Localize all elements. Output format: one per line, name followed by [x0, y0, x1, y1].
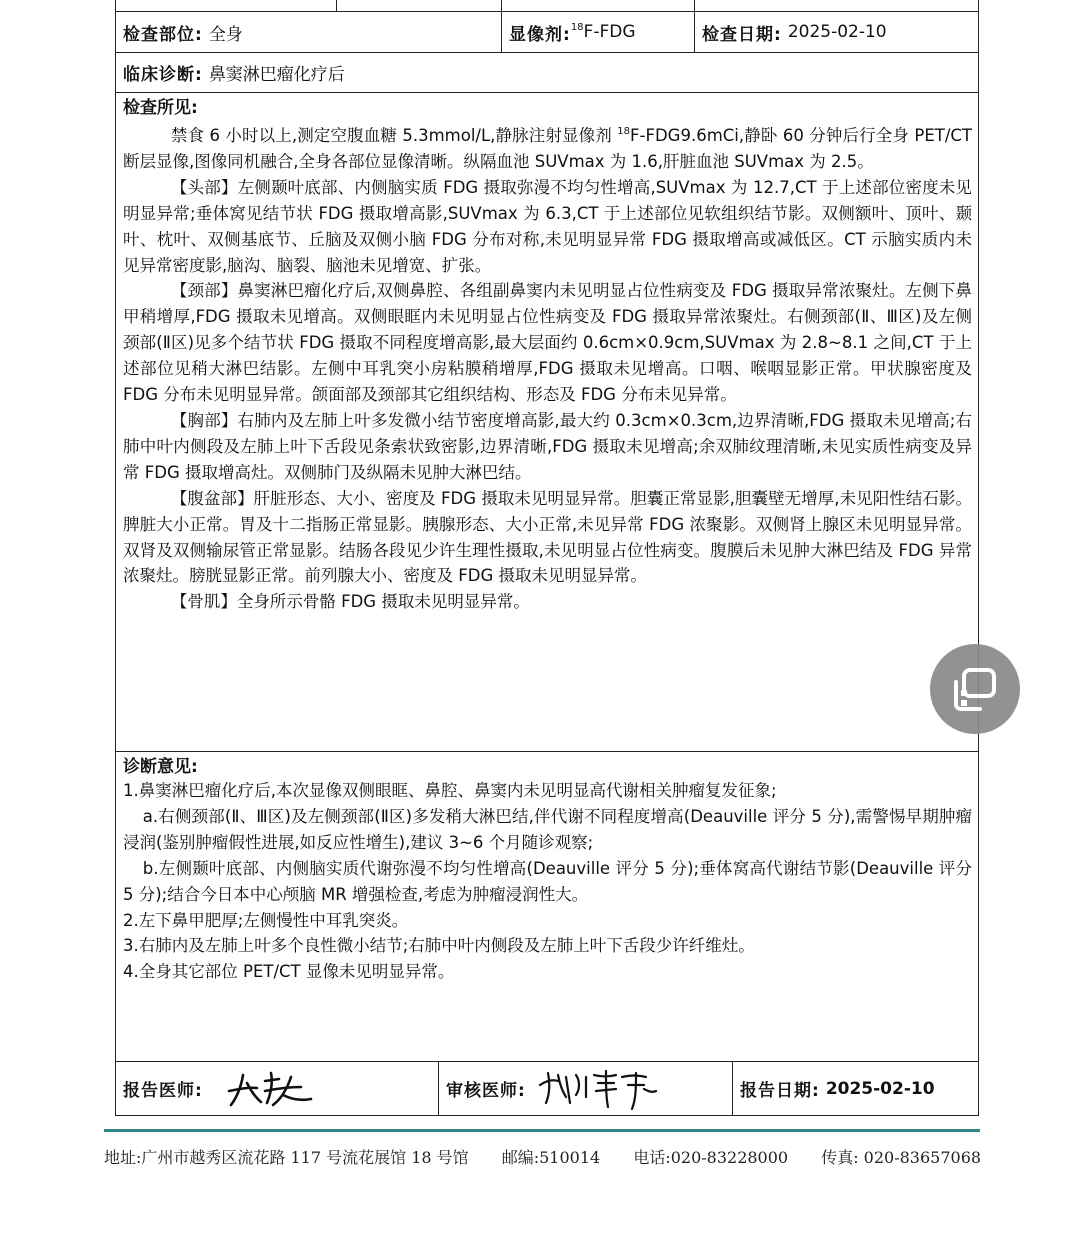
signature-row: [116, 1062, 978, 1116]
exam-date-label: 检查日期:: [702, 24, 782, 45]
footer-phone: 电话:020-83228000: [633, 1148, 789, 1167]
findings-musculoskeletal: 【骨肌】全身所示骨骼 FDG 摄取未见明显异常。: [170, 592, 530, 612]
footer-divider: [104, 1129, 980, 1132]
header-row-partial: [116, 0, 978, 12]
findings-neck: 【颈部】鼻窦淋巴瘤化疗后,双侧鼻腔、各组副鼻窦内未见明显占位性病变及 FDG 摄取异常浓聚灶。左侧下鼻甲稍增厚,FDG 摄取未见增高。双侧眼眶内未见明显占位性病变及 FDG 摄取异常浓聚灶。右侧颈部(Ⅱ、Ⅲ区)及左侧颈部(Ⅱ区)见多个结节状 FDG 摄取不同程度增高影,最大层面约 0.6cm×0.9cm,SUVmax 为 2.8~8.1 之间,CT 于上述部位见稍大淋巴结影。左侧中耳乳突小房粘膜稍增厚,FDG 摄取未见增高。口咽、喉咽显影正常。甲状腺密度及 FDG 分布未见明显异常。颌面部及颈部其它组织结构、形态及 FDG 分布未见异常。: [123, 281, 972, 405]
diagnosis-item-1a: a.右侧颈部(Ⅱ、Ⅲ区)及左侧颈部(Ⅱ区)多发稍大淋巴结,伴代谢不同程度增高(Deauville 评分 5 分),需警惕早期肿瘤浸润(鉴别肿瘤假性进展,如反应性增生),建议 3~6 个月随诊观察;: [123, 806, 972, 852]
reviewer-signature: [536, 1067, 666, 1111]
diagnosis-section: [116, 752, 978, 1062]
tracer-name: F-FDG: [583, 22, 636, 42]
tracer-cell: [501, 12, 694, 52]
diagnosis-item-2: 2.左下鼻甲肥厚;左侧慢性中耳乳突炎。: [123, 910, 409, 930]
clinical-diagnosis-value: 鼻窦淋巴瘤化疗后: [208, 65, 345, 85]
exam-date-value: 2025-02-10: [787, 22, 887, 42]
findings-chest: 【胸部】右肺内及左肺上叶多发微小结节密度增高影,最大约 0.3cm×0.3cm,边界清晰,FDG 摄取未见增高;右肺中叶内侧段及左肺上叶下舌段见条索状致密影,边界清晰,FDG 摄取未见增高;余双肺纹理清晰,未见实质性病变及异常 FDG 摄取增高灶。双侧肺门及纵隔未见肿大淋巴结。: [123, 410, 972, 482]
report-date-value: 2025-02-10: [825, 1078, 935, 1099]
divider: [694, 0, 696, 11]
findings-section: [116, 93, 978, 752]
footer: [104, 1145, 981, 1168]
diagnosis-item-1b: b.左侧颞叶底部、内侧脑实质代谢弥漫不均匀性增高(Deauville 评分 5 分);垂体窝高代谢结节影(Deauville 评分 5 分);结合今日本中心颅脑 MR 增强检查,考虑为肿瘤浸润性大。: [123, 858, 972, 904]
divider: [501, 0, 503, 11]
tracer-isotope-superscript: 18: [570, 22, 584, 33]
tracer-label: 显像剂:: [509, 24, 571, 45]
diagnosis-item-4: 4.全身其它部位 PET/CT 显像未见明显异常。: [123, 962, 455, 982]
exam-site-cell: [116, 12, 501, 52]
findings-abdomen-pelvis: 【腹盆部】肝脏形态、大小、密度及 FDG 摄取未见明显异常。胆囊正常显影,胆囊壁无增厚,未见阳性结石影。脾脏大小正常。胃及十二指肠正常显影。胰腺形态、大小正常,未见异常 FDG 浓聚影。双侧肾上腺区未见明显异常。双肾及双侧输尿管正常显影。结肠各段见少许生理性摄取,未见明显占位性病变。腹膜后未见肿大淋巴结及 FDG 异常浓聚灶。膀胱显影正常。前列腺大小、密度及 FDG 摄取未见明显异常。: [123, 488, 972, 586]
copy-text-button[interactable]: [930, 644, 1020, 734]
clinical-diagnosis-cell: [116, 53, 978, 92]
diagnosis-title: 诊断意见:: [123, 757, 198, 777]
findings-intro: 禁食 6 小时以上,测定空腹血糖 5.3mmol/L,静脉注射显像剂 $^{18}$F-FDG9.6mCi,静卧 60 分钟后行全身 PET/CT 断层显像,图像同机融合,全身各部位显像清晰。纵隔血池 SUVmax 为 1.6,肝脏血池 SUVmax 为 2.5。: [123, 126, 972, 171]
report-date-cell: [732, 1062, 978, 1115]
diagnosis-item-3: 3.右肺内及左肺上叶多个良性微小结节;右肺中叶内侧段及左肺上叶下舌段少许纤维灶。: [123, 936, 755, 956]
footer-fax: 传真: 020-83657068: [821, 1148, 982, 1167]
exam-site-label: 检查部位:: [123, 24, 203, 45]
tracer-value: [571, 22, 636, 42]
findings-title: 检查所见:: [123, 98, 198, 118]
divider: [336, 0, 338, 11]
report-sheet: [115, 0, 979, 1116]
clinical-diagnosis-label: 临床诊断:: [123, 65, 203, 85]
clinical-diagnosis-row: [116, 53, 978, 93]
diagnosis-item-1: 1.鼻窦淋巴瘤化疗后,本次显像双侧眼眶、鼻腔、鼻窦内未见明显高代谢相关肿瘤复发征象;: [123, 781, 777, 800]
exam-date-cell: [694, 12, 978, 52]
reviewer-label: 审核医师:: [446, 1081, 526, 1101]
footer-address: 地址:广州市越秀区流花路 117 号流花展馆 18 号馆: [104, 1148, 469, 1167]
findings-head: 【头部】左侧颞叶底部、内侧脑实质 FDG 摄取弥漫不均匀性增高,SUVmax 为 12.7,CT 于上述部位密度未见明显异常;垂体窝见结节状 FDG 摄取增高影,SUVmax 为 6.3,CT 于上述部位见软组织结节影。双侧额叶、顶叶、颞叶、枕叶、双侧基底节、丘脑及双侧小脑 FDG 分布对称,未见明显异常 FDG 摄取增高或减低区。CT 示脑实质内未见异常密度影,脑沟、脑裂、脑池未见增宽、扩张。: [123, 177, 972, 275]
reporter-label: 报告医师:: [123, 1081, 203, 1101]
footer-postcode: 邮编:510014: [501, 1148, 601, 1167]
reporter-cell: [116, 1062, 438, 1115]
reviewer-cell: [438, 1062, 732, 1115]
copy-text-icon: [948, 662, 1002, 716]
exam-info-row: [116, 12, 978, 53]
exam-site-value: 全身: [208, 24, 243, 45]
report-date-label: 报告日期:: [740, 1081, 820, 1101]
reporter-signature: [221, 1069, 321, 1109]
